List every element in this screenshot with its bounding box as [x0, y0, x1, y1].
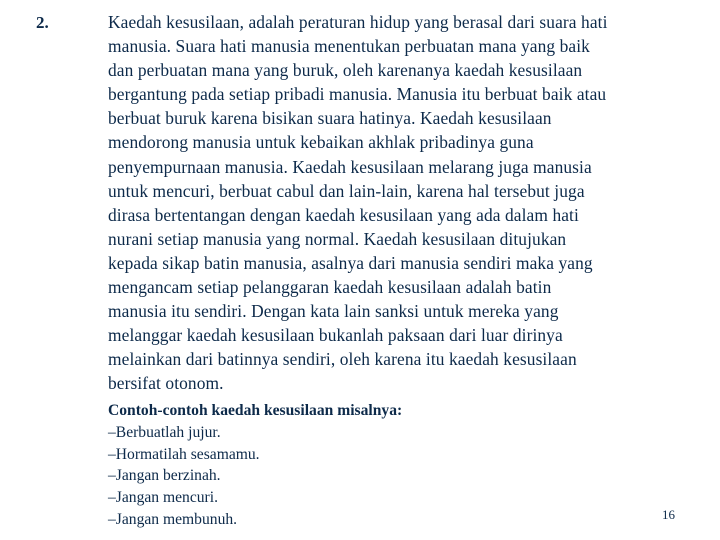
- paragraph-line: melanggar kaedah kesusilaan bukanlah paksaan dari luar dirinya: [108, 325, 563, 346]
- paragraph-line: bersifat otonom.: [108, 373, 224, 394]
- paragraph-line: kepada sikap batin manusia, asalnya dari manusia sendiri maka yang: [108, 252, 593, 273]
- paragraph-line: mengancam setiap pelanggaran kaedah kesusilaan adalah batin: [108, 277, 552, 298]
- paragraph-line: dan perbuatan mana yang buruk, oleh karenanya kaedah kesusilaan: [108, 60, 583, 81]
- page-number: 16: [662, 507, 675, 522]
- examples-list: [108, 400, 402, 531]
- kaedah-kesusilaan-paragraph: [108, 10, 688, 396]
- paragraph-line: melainkan dari batinnya sendiri, oleh karena itu kaedah kesusilaan: [108, 349, 577, 370]
- example-item: –Hormatilah sesamamu.: [108, 445, 260, 463]
- paragraph-line: Kaedah kesusilaan, adalah peraturan hidup yang berasal dari suara hati: [108, 12, 608, 32]
- example-item: –Berbuatlah jujur.: [108, 423, 221, 441]
- paragraph-line: manusia. Suara hati manusia menentukan perbuatan mana yang baik: [108, 36, 590, 57]
- example-item: –Jangan membunuh.: [108, 510, 238, 528]
- examples-title: Contoh-contoh kaedah kesusilaan misalnya:: [108, 402, 403, 419]
- paragraph-line: penyempurnaan manusia. Kaedah kesusilaan melarang juga manusia: [108, 156, 592, 177]
- paragraph-line: untuk mencuri, berbuat cabul dan lain-lain, karena hal tersebut juga: [108, 180, 585, 201]
- paragraph-line: manusia itu sendiri. Dengan kata lain sanksi untuk mereka yang: [108, 301, 559, 322]
- paragraph-line: bergantung pada setiap pribadi manusia. Manusia itu berbuat baik atau: [108, 84, 607, 105]
- example-item: –Jangan mencuri.: [108, 489, 218, 507]
- paragraph-line: dirasa bertentangan dengan kaedah kesusilaan yang ada dalam hati: [108, 204, 579, 225]
- paragraph-line: mendorong manusia untuk kebaikan akhlak pribadinya guna: [108, 132, 534, 153]
- item-number: 2.: [36, 13, 49, 32]
- paragraph-line: nurani setiap manusia yang normal. Kaedah kesusilaan ditujukan: [108, 228, 567, 249]
- paragraph-line: berbuat buruk karena bisikan suara hatinya. Kaedah kesusilaan: [108, 108, 552, 129]
- example-item: –Jangan berzinah.: [108, 467, 221, 485]
